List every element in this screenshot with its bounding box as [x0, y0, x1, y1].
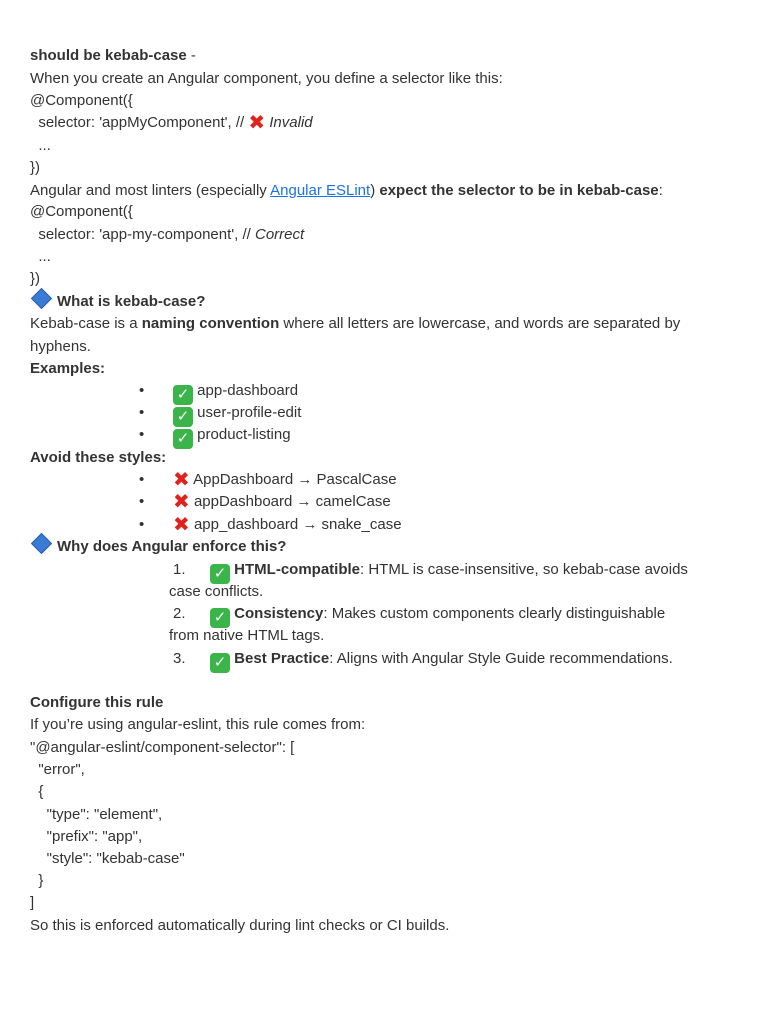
intro-dash: - [186, 47, 196, 64]
config-code-line: "type": "element", [30, 806, 163, 823]
item-bold: Best Practice [234, 650, 330, 667]
config-code-line: } [30, 872, 44, 889]
item-cont: from native HTML tags. [169, 627, 325, 644]
cross-icon: ✖ [248, 112, 266, 134]
list-item [0, 380, 768, 402]
config-code-line: "@angular-eslint/component-selector": [ [30, 739, 295, 756]
config-code-line: { [30, 783, 44, 800]
check-icon: ✓ [173, 407, 193, 427]
bullet: • [139, 404, 145, 421]
config-intro: If you’re using angular-eslint, this rule comes from: [30, 716, 366, 733]
code1-selector: selector: 'appMyComponent', // [30, 114, 249, 131]
examples-label: Examples: [30, 360, 106, 377]
intro-heading: should be kebab-case [30, 47, 187, 64]
cross-icon: ✖ [173, 514, 190, 536]
config-outro: So this is enforced automatically during lint checks or CI builds. [30, 917, 450, 934]
angular-eslint-link[interactable]: Angular ESLint [270, 182, 371, 199]
code1-line1: @Component({ [30, 92, 133, 109]
avoid-text: app_dashboard → snake_case [193, 516, 402, 533]
item-text: : Aligns with Angular Style Guide recommendations. [329, 650, 673, 667]
code2-line1: @Component({ [30, 203, 133, 220]
item-text: : Makes custom components clearly distinguishable [323, 605, 666, 622]
check-icon: ✓ [173, 429, 193, 449]
check-icon: ✓ [210, 653, 230, 673]
what-paragraph [30, 313, 680, 335]
why-heading-line [30, 536, 286, 558]
example-text: app-dashboard [197, 382, 299, 399]
para2 [30, 180, 663, 202]
item-number: 3. [173, 650, 186, 667]
bullet: • [139, 382, 145, 399]
numbered-item [0, 559, 768, 581]
why-heading: Why does Angular enforce this? [57, 538, 287, 555]
code1-note: Invalid [269, 114, 313, 131]
config-code-line: "error", [30, 761, 85, 778]
code1-line4: }) [30, 159, 41, 176]
item-number: 1. [173, 561, 186, 578]
bullet: • [139, 471, 145, 488]
bullet: • [139, 493, 145, 510]
code1-line2 [30, 112, 313, 134]
config-code-line: ] [30, 894, 35, 911]
avoid-label: Avoid these styles: [30, 449, 167, 466]
what-post: where all letters are lowercase, and words are separated by [279, 315, 681, 332]
what-paragraph-cont: hyphens. [30, 338, 91, 355]
code1-line3: ... [30, 137, 51, 154]
numbered-item [0, 603, 768, 625]
check-icon: ✓ [173, 385, 193, 405]
avoid-text: appDashboard → camelCase [193, 493, 391, 510]
numbered-item [0, 648, 768, 670]
avoid-text: AppDashboard → PascalCase [193, 471, 397, 488]
cross-icon: ✖ [173, 491, 190, 513]
para2-pre: Angular and most linters (especially [30, 182, 271, 199]
cross-icon: ✖ [173, 469, 190, 491]
blue-diamond-icon [31, 533, 52, 554]
item-number: 2. [173, 605, 186, 622]
what-heading: What is kebab-case? [57, 293, 206, 310]
code2-note: Correct [255, 226, 305, 243]
config-heading: Configure this rule [30, 694, 164, 711]
config-code-line: "prefix": "app", [30, 828, 143, 845]
list-item [0, 402, 768, 424]
what-pre: Kebab-case is a [30, 315, 142, 332]
item-bold: HTML-compatible [234, 561, 361, 578]
blue-diamond-icon [31, 288, 52, 309]
code2-line3: ... [30, 248, 51, 265]
para2-bold: expect the selector to be in kebab-case [379, 182, 659, 199]
check-icon: ✓ [210, 608, 230, 628]
example-text: product-listing [197, 426, 291, 443]
item-text: : HTML is case-insensitive, so kebab-case avoids [360, 561, 688, 578]
list-item [0, 491, 768, 513]
config-code-line: "style": "kebab-case" [30, 850, 185, 867]
what-bold: naming convention [141, 315, 280, 332]
bullet: • [139, 426, 145, 443]
example-text: user-profile-edit [197, 404, 302, 421]
list-item [0, 424, 768, 446]
item-bold: Consistency [234, 605, 324, 622]
item-cont: case conflicts. [169, 583, 264, 600]
code2-line4: }) [30, 270, 41, 287]
para2-mid: ) [370, 182, 380, 199]
what-heading-line [30, 291, 205, 313]
para2-post: : [658, 182, 663, 199]
code2-selector: selector: 'app-my-component', // [30, 226, 255, 243]
bullet: • [139, 516, 145, 533]
list-item [0, 469, 768, 491]
check-icon: ✓ [210, 564, 230, 584]
list-item [0, 514, 768, 536]
intro-heading-line [30, 45, 196, 67]
code2-line2 [30, 224, 304, 246]
intro-line: When you create an Angular component, you define a selector like this: [30, 70, 503, 87]
